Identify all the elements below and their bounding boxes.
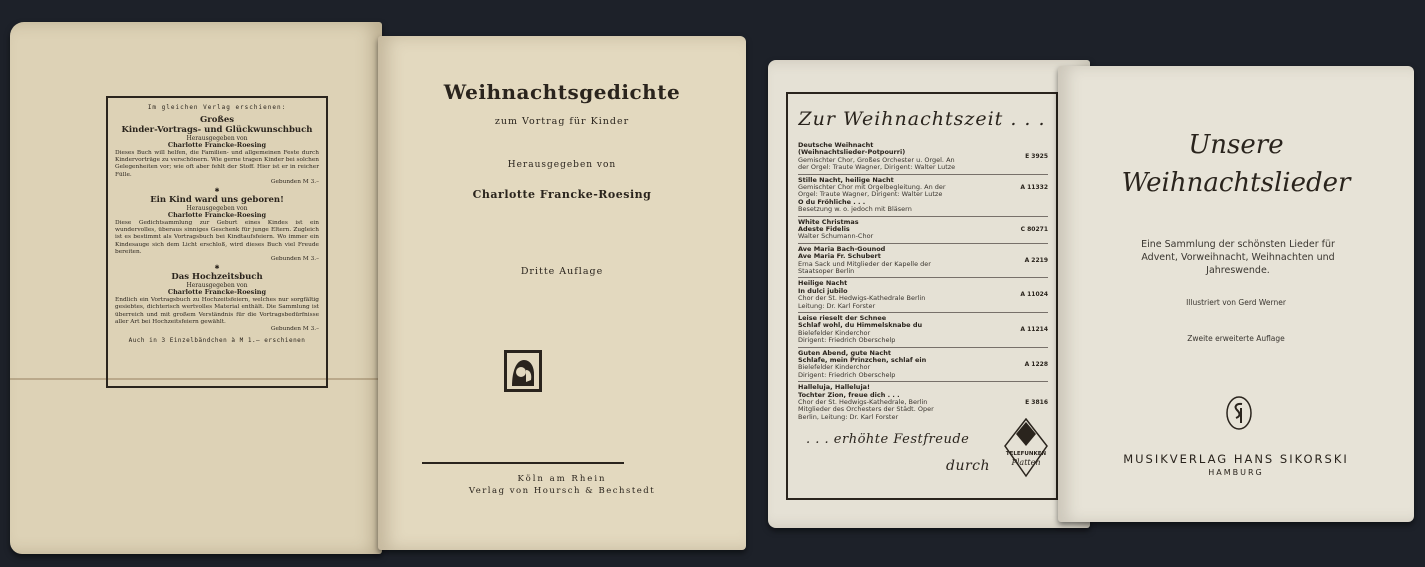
book-subtitle: zum Vortrag für Kinder	[494, 116, 630, 127]
record-entry	[798, 142, 1048, 172]
record-performer: Bielefelder Kinderchor	[798, 328, 871, 337]
logo-text1: TELEFUNKEN	[1005, 451, 1047, 457]
ad-book3-editor-label: Herausgegeben von	[186, 281, 248, 289]
records-footer-line1: . . . erhöhte Festfreude	[806, 432, 970, 447]
record-catalog-number: A 1228	[1024, 360, 1048, 368]
record-performer: Walter Schumann-Chor	[798, 232, 874, 241]
ad-book3-price: Gebunden M 3.–	[270, 326, 319, 333]
book-title-line2: Weihnachtslieder	[1121, 168, 1351, 198]
record-separator	[798, 216, 1048, 217]
record-performer: Erna Sack und Mitglieder der Kapelle der	[798, 259, 931, 268]
record-title: Adeste Fidelis	[798, 225, 850, 233]
record-performer: Leitung: Dr. Karl Forster	[798, 301, 876, 310]
record-performer: Dirigent: Friedrich Oberschelp	[798, 336, 896, 345]
publication-place: Köln am Rhein	[517, 474, 607, 484]
ad-book3-description: Endlich ein Vortragsbuch zu Hochzeitsfeiern, welches nur sorgfältig gesiebtes, dichterisch wertvolles Material enthält. Die Sammlung ist überreich und mit großem Verständnis für die Vortragsbedürfnisse aller Art bei Hochzeitsfeiern gewählt.	[115, 297, 319, 325]
record-separator	[798, 347, 1048, 348]
record-entry	[798, 280, 1048, 310]
record-title: Leise rieselt der Schnee	[798, 314, 887, 322]
record-performer: Besetzung w. o. jedoch mit Bläsern	[798, 205, 912, 214]
star-ornament-icon: ✱	[214, 263, 220, 271]
record-separator	[798, 243, 1048, 244]
record-title: Ave Maria Bach-Gounod	[798, 244, 886, 253]
record-title: White Christmas	[798, 217, 859, 226]
record-catalog-number: E 3816	[1025, 398, 1048, 406]
star-ornament-icon: ✱	[214, 186, 220, 194]
record-separator	[798, 174, 1048, 175]
record-performer: Staatsoper Berlin	[798, 267, 855, 276]
ad-book3-editor: Charlotte Francke-Roesing	[167, 288, 267, 297]
publisher-city: HAMBURG	[1208, 468, 1264, 477]
record-separator	[798, 277, 1048, 278]
ad-book2-title: Ein Kind ward uns geboren!	[150, 194, 284, 205]
ad-book3-title: Das Hochzeitsbuch	[171, 271, 263, 282]
book-description: Eine Sammlung der schönsten Lieder für Advent, Vorweihnacht, Weihnachten und Jahreswende.	[1141, 239, 1335, 276]
record-performer: Orgel: Traute Wagner, Dirigent: Walter Lutze	[798, 190, 943, 199]
record-title: Tochter Zion, freue dich . . .	[798, 390, 900, 399]
records-title: Zur Weihnachtszeit . . .	[798, 108, 1046, 130]
record-performer: Mitglieder des Orchesters der Städt. Oper	[798, 405, 934, 414]
record-entry	[798, 199, 1048, 214]
publisher-name: Verlag von Hoursch & Bechstedt	[468, 486, 656, 496]
book-title-line1: Unsere	[1188, 130, 1284, 160]
edition-label: Zweite erweiterte Auflage	[1187, 334, 1285, 343]
record-title: Guten Abend, gute Nacht	[798, 348, 891, 357]
editor-label: Herausgegeben von	[507, 160, 617, 170]
ad-book1-description: Dieses Buch will helfen, die Familien- und allgemeinen Feste durch Kindervorträge zu verschönern. Wie gerne tragen Kinder bei solchen Gelegenheiten vor; wie oft aber fehlt der Stoff. Hier ist er in reicher Fülle.	[115, 149, 319, 178]
record-title: Ave Maria Fr. Schubert	[798, 252, 881, 261]
telefunken-logo-icon	[1004, 418, 1048, 478]
ad-footer: Auch in 3 Einzelbändchen à M 1.– erschienen	[128, 336, 306, 344]
record-entry	[798, 315, 1048, 345]
ad-header: Im gleichen Verlag erschienen:	[147, 104, 287, 111]
record-catalog-number: E 3925	[1025, 153, 1048, 161]
record-entry	[798, 246, 1048, 276]
record-catalog-number: C 80271	[1020, 225, 1048, 233]
record-title: Heilige Nacht	[798, 279, 848, 288]
record-entry	[798, 219, 1048, 241]
editor-name: Charlotte Francke-Roesing	[472, 188, 652, 201]
record-title: (Weihnachtslieder-Potpourri)	[798, 148, 906, 157]
record-entry	[798, 177, 1048, 199]
record-performer: Gemischter Chor, Großes Orchester u. Orgel. An	[798, 155, 955, 164]
record-title: Schlaf wohl, du Himmelsknabe du	[798, 321, 923, 330]
record-performer: der Orgel: Traute Wagner, Dirigent: Walter Lutze	[798, 163, 956, 172]
ad-book2-price: Gebunden M 3.–	[270, 256, 319, 263]
record-entry	[798, 350, 1048, 380]
publisher-advertisement	[106, 96, 328, 388]
illustrator-credit: Illustriert von Gerd Werner	[1186, 298, 1286, 307]
ad-book1-price: Gebunden M 3.–	[270, 178, 319, 185]
record-title: Halleluja, Halleluja!	[798, 383, 871, 392]
ad-book2-editor: Charlotte Francke-Roesing	[167, 211, 267, 220]
ad-book1-editor-label: Herausgegeben von	[186, 134, 248, 142]
ad-book1-editor: Charlotte Francke-Roesing	[167, 141, 267, 150]
ad-book2-description: Diese Gedichtsammlung zur Geburt eines Kindes ist ein wundervolles, überaus sinniges Geschenk für junge Eltern. Zugleich ist es bestimmt als Vortragsbuch bei Kindtaufsfeiern. Wo immer ein Kindesauge sich dem Licht erschloß, wird dieses Buch viel Freude bereiten.	[115, 219, 319, 255]
records-footer-line2: durch	[946, 458, 991, 474]
record-title: O du Fröhliche . . .	[798, 197, 866, 206]
ad-book1-title2: Kinder-Vortrags- und Glückwunschbuch	[121, 124, 313, 135]
booklet2-title-page	[1058, 66, 1414, 522]
record-title: Stille Nacht, heilige Nacht	[798, 175, 894, 184]
record-catalog-number: A 11332	[1020, 183, 1048, 191]
booklet1-left-page	[10, 22, 382, 554]
record-title: In dulci jubilo	[798, 286, 848, 295]
edition-label: Dritte Auflage	[520, 266, 604, 277]
record-performer: Berlin, Leitung: Dr. Karl Forster	[798, 412, 899, 421]
record-title: Deutsche Weihnacht	[798, 141, 874, 149]
ad-book1-title1: Großes	[199, 114, 235, 125]
booklet1-title-page	[378, 36, 746, 550]
record-separator	[798, 381, 1048, 382]
record-title: Schlafe, mein Prinzchen, schlaf ein	[798, 356, 927, 364]
divider	[422, 462, 624, 464]
record-catalog-number: A 2219	[1024, 256, 1048, 264]
publisher-emblem-icon	[504, 350, 542, 392]
record-catalog-number: A 11214	[1020, 326, 1048, 334]
record-performer: Dirigent: Friedrich Oberschelp	[798, 370, 896, 379]
record-separator	[798, 312, 1048, 313]
book-title: Weihnachtsgedichte	[443, 80, 681, 104]
logo-text2: Platten	[1011, 458, 1041, 467]
ad-book2-editor-label: Herausgegeben von	[186, 204, 248, 212]
records-advertisement	[786, 92, 1058, 500]
record-catalog-number: A 11024	[1020, 291, 1048, 299]
record-performer: Gemischter Chor mit Orgelbegleitung. An der	[798, 183, 946, 191]
booklet2-records-page	[768, 60, 1090, 528]
record-performer: Bielefelder Kinderchor	[798, 363, 871, 372]
record-performer: Chor der St. Hedwigs-Kathedrale Berlin	[798, 294, 926, 303]
publisher-monogram-icon	[1226, 396, 1252, 430]
record-entry	[798, 384, 1048, 421]
publisher-name: MUSIKVERLAG HANS SIKORSKI	[1123, 452, 1349, 466]
record-performer: Chor der St. Hedwigs-Kathedrale, Berlin	[798, 398, 928, 406]
